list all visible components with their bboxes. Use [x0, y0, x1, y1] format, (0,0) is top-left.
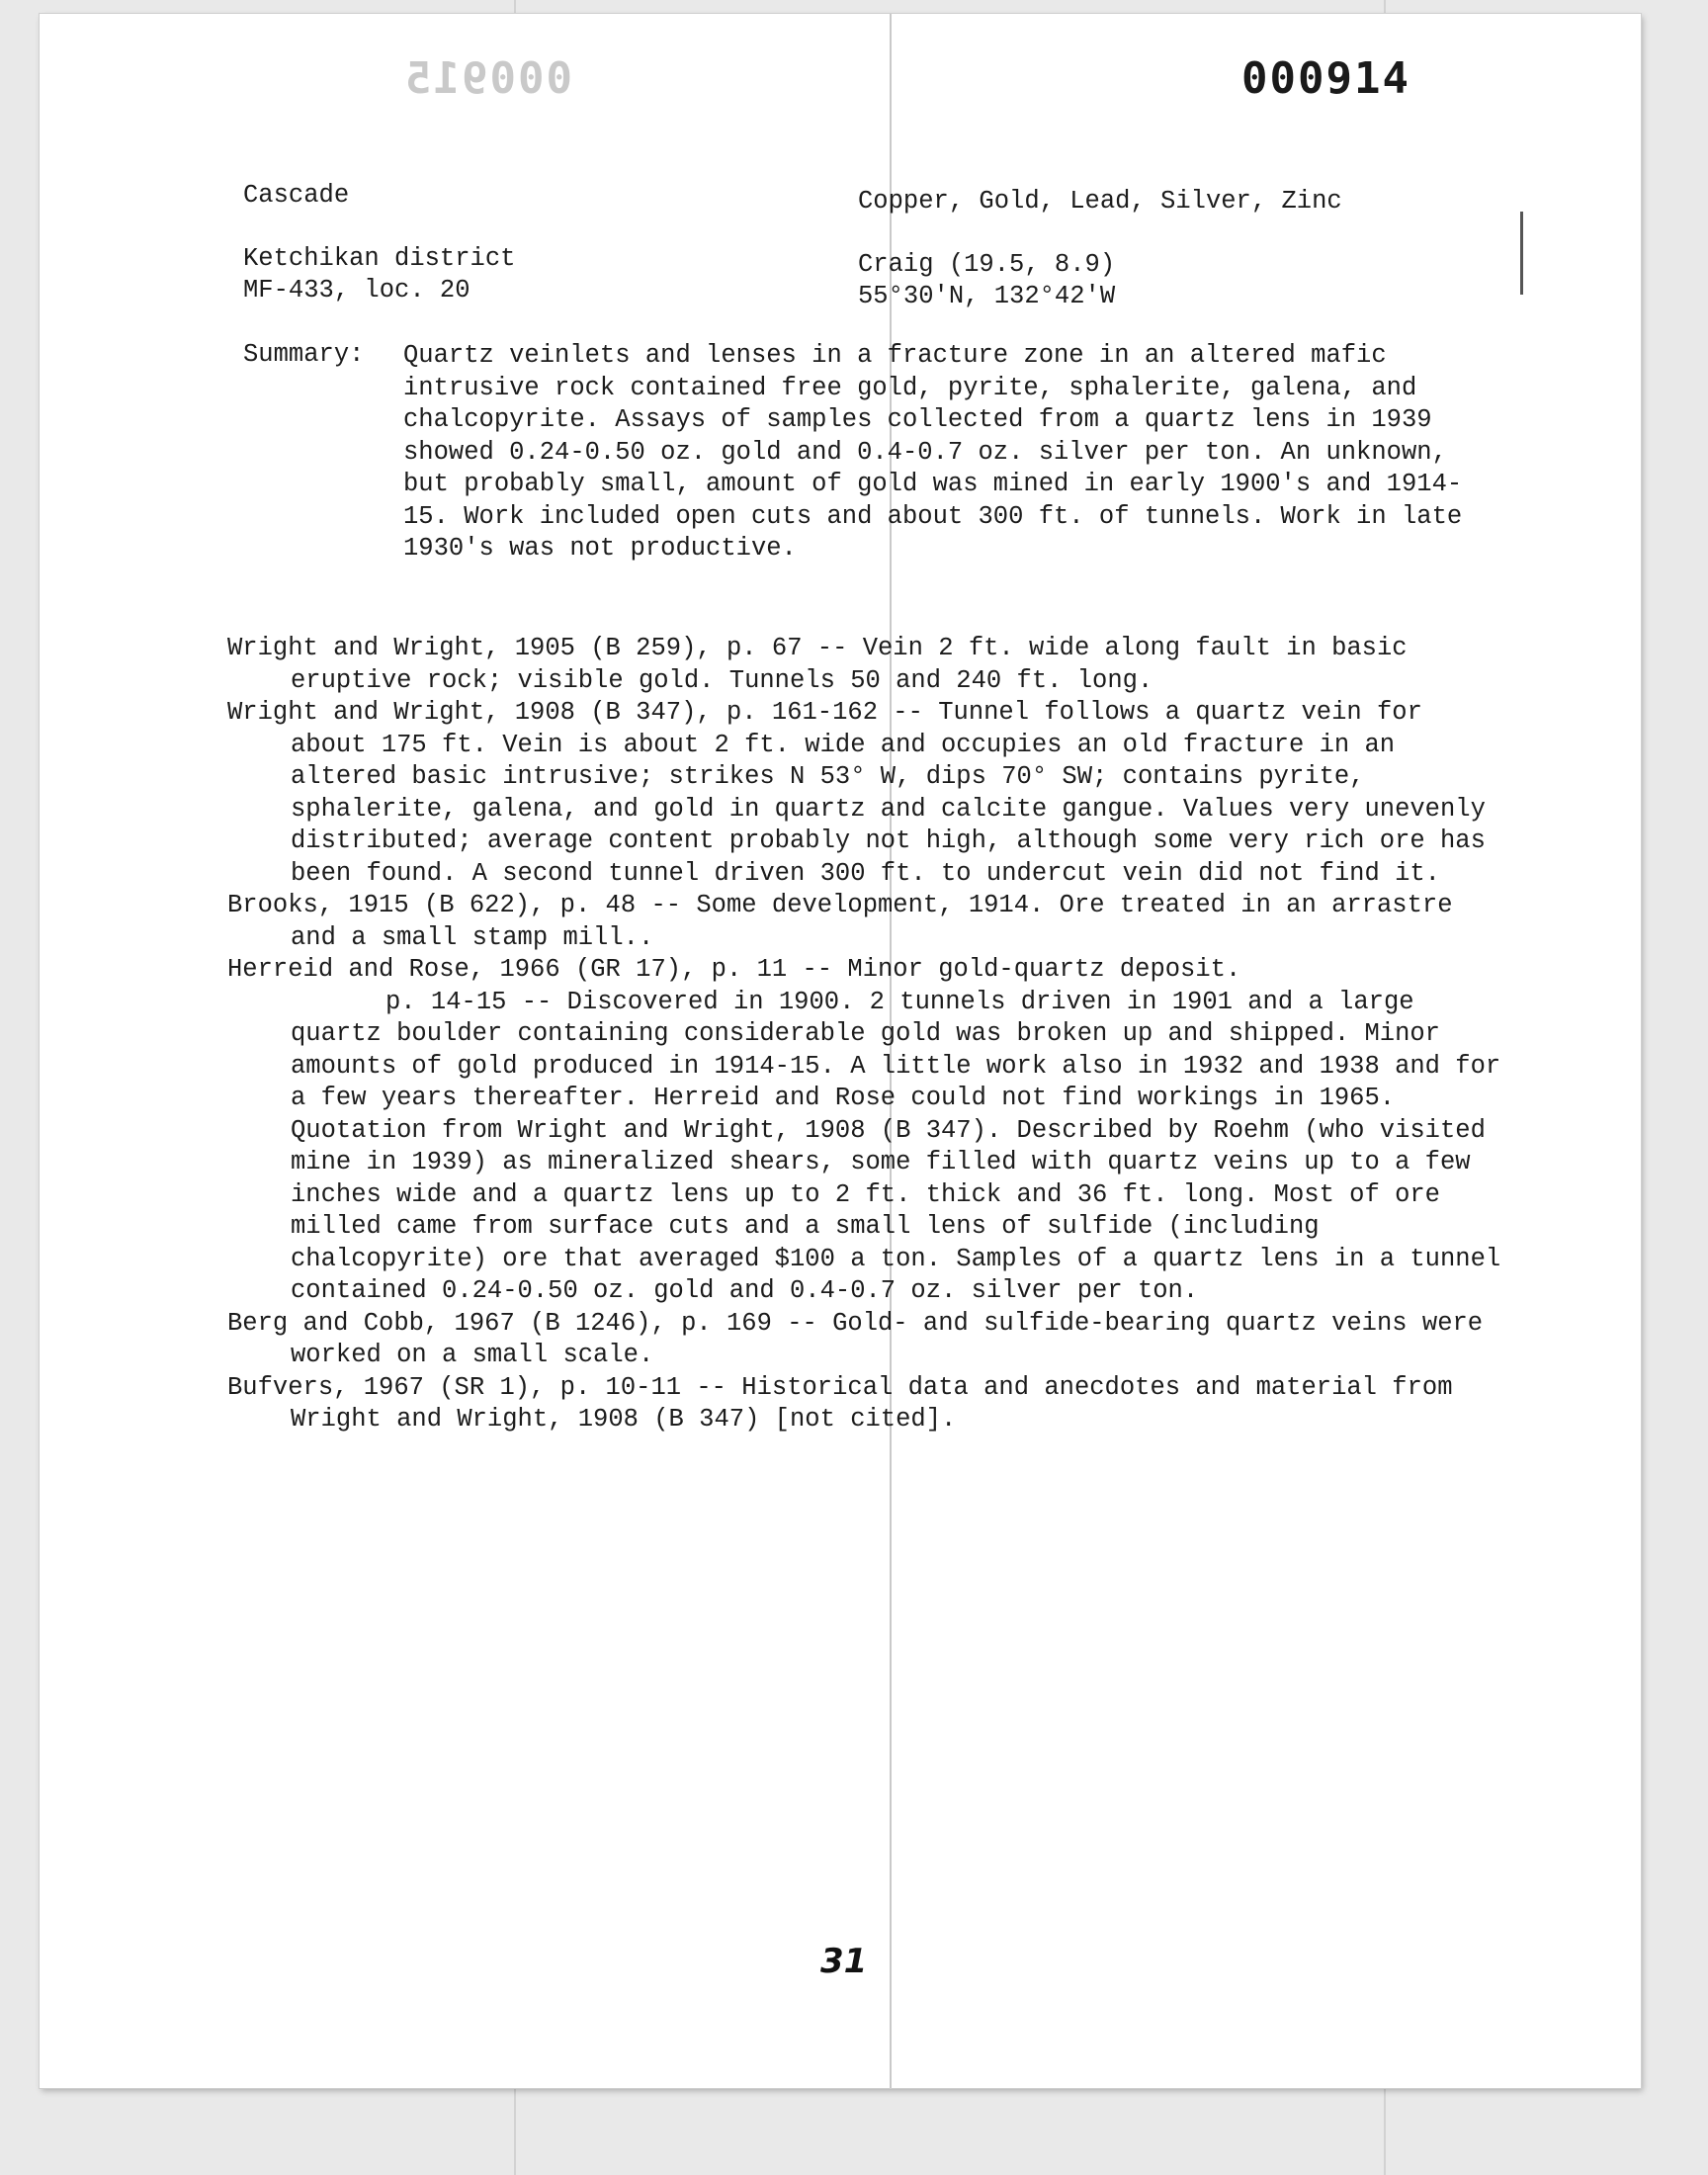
summary-label: Summary:	[243, 340, 365, 369]
handwritten-page-number: 31	[820, 1942, 868, 1981]
document-number: 000914	[1241, 53, 1410, 104]
quadrangle: Craig (19.5, 8.9)	[858, 250, 1116, 279]
reference-entry: Berg and Cobb, 1967 (B 1246), p. 169 -- Gold- and sulfide-bearing quartz veins were worked on a small scale.	[227, 1308, 1484, 1369]
site-name: Cascade	[243, 181, 350, 210]
reference-entry: Wright and Wright, 1908 (B 347), p. 161-162 -- Tunnel follows a quartz vein for about 175 ft. Vein is about 2 ft. wide and occupies an old fracture in an altered basic intrusive; strikes N 53° W, dips 70° SW; contains pyrite, sphalerite, galena, and gold in quartz and calcite gangue. Values very unevenly distributed; average content probably not high, although some very rich ore has been found. A second tunnel driven 300 ft. to undercut vein did not find it.	[227, 698, 1486, 888]
reference-continuation: p. 14-15 -- Discovered in 1900. 2 tunnels driven in 1901 and a large quartz boulder containing considerable gold was broken up and shipped. Minor amounts of gold produced in 1914-15. A little work also in 1932 and 1938 and for a few years thereafter. Herreid and Rose could not find workings in 1965. Quotation from Wright and Wright, 1908 (B 347). Described by Roehm (who visited mine in 1939) as mineralized shears, some filled with quartz veins up to a few inches wide and a quartz lens up to 2 ft. thick and 36 ft. long. Most of ore milled came from surface cuts and a small lens of sulfide (including chalcopyrite) ore that averaged $100 a ton. Samples of a quartz lens in a tunnel contained 0.24-0.50 oz. gold and 0.4-0.7 oz. silver per ton.	[291, 987, 1501, 1305]
summary-text: Quartz veinlets and lenses in a fracture zone in an altered mafic intrusive rock contained free gold, pyrite, sphalerite, galena, and chalcopyrite. Assays of samples collected from a quartz lens in 1939 showed 0.24-0.50 oz. gold and 0.4-0.7 oz. silver per ton. An unknown, but probably small, amount of gold was mined in early 1900's and 1914-15. Work included open cuts and about 300 ft. of tunnels. Work in late 1930's was not productive.	[403, 341, 1463, 563]
district: Ketchikan district	[243, 244, 516, 273]
reference-entry: Bufvers, 1967 (SR 1), p. 10-11 -- Historical data and anecdotes and material from Wright and Wright, 1908 (B 347) [not cited].	[227, 1372, 1453, 1434]
coordinates: 55°30'N, 132°42'W	[858, 282, 1116, 310]
reference-entry: Herreid and Rose, 1966 (GR 17), p. 11 -- Minor gold-quartz deposit.	[227, 955, 1241, 984]
commodities: Copper, Gold, Lead, Silver, Zinc	[858, 187, 1342, 216]
ghost-document-number: 000915	[403, 53, 572, 104]
document-page	[40, 14, 1641, 2088]
reference-entry: Brooks, 1915 (B 622), p. 48 -- Some development, 1914. Ore treated in an arrastre and a small stamp mill..	[227, 891, 1453, 952]
reference-list	[227, 633, 1512, 1436]
map-reference: MF-433, loc. 20	[243, 276, 470, 304]
reference-entry: Wright and Wright, 1905 (B 259), p. 67 -- Vein 2 ft. wide along fault in basic eruptive rock; visible gold. Tunnels 50 and 240 ft. long.	[227, 634, 1408, 695]
margin-pen-mark	[1520, 212, 1523, 295]
